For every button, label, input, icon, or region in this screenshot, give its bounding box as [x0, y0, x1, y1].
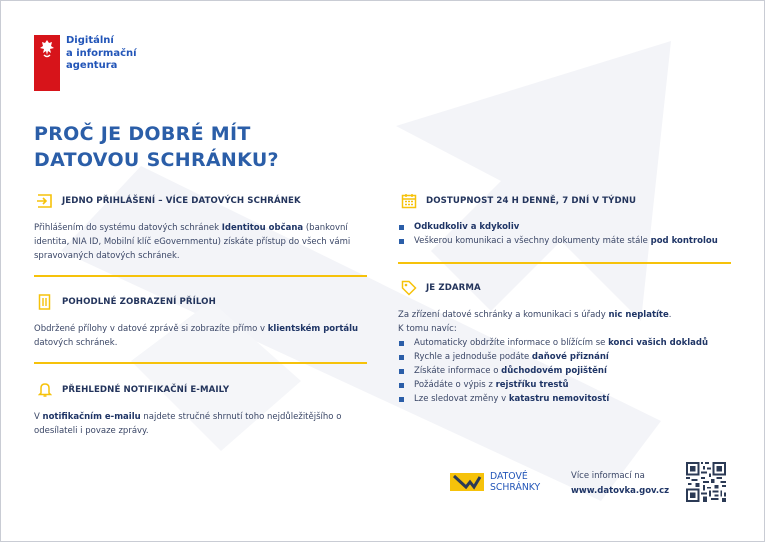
text-bold: Odkudkoliv a kdykoliv: [414, 222, 520, 232]
list-item: [398, 364, 738, 378]
text-bold: daňové přiznání: [531, 352, 609, 362]
availability-list: [398, 220, 738, 248]
section-notification-emails-text: [34, 410, 369, 438]
section-free-title: JE ZDARMA: [426, 283, 481, 293]
price-tag-icon: [398, 280, 420, 296]
section-free: [398, 280, 738, 406]
brand-line-1: DATOVÉ: [490, 471, 528, 482]
text-bold: Identitou občana: [221, 223, 304, 233]
text-part: Za zřízení datové schránky a komunikaci s úřady: [398, 310, 609, 320]
datove-schranky-logo: [450, 471, 540, 493]
dia-logo: [34, 35, 137, 91]
section-availability-title: DOSTUPNOST 24 H DENNĚ, 7 DNÍ V TÝDNU: [426, 196, 637, 206]
divider: [398, 262, 731, 264]
document-attachment-icon: [34, 294, 56, 310]
section-single-login: [34, 193, 369, 263]
logo-line-2: a informační: [66, 47, 137, 59]
section-free-heading: [398, 280, 738, 296]
text-bold: důchodovém pojištění: [501, 366, 607, 376]
section-attachments-text: [34, 322, 369, 350]
bell-icon: [34, 382, 56, 398]
text-part: Automaticky obdržíte informace o blížícím se: [414, 338, 609, 348]
section-single-login-title: JEDNO PŘIHLÁŠENÍ – VÍCE DATOVÝCH SCHRÁNEK: [62, 196, 301, 206]
section-attachments-title: POHODLNÉ ZOBRAZENÍ PŘÍLOH: [62, 297, 216, 307]
text-part: Veškerou komunikaci a všechny dokumenty máte stále: [414, 236, 651, 246]
logo-text: [66, 35, 137, 73]
section-notification-emails: [34, 382, 369, 438]
datove-schranky-text: [490, 471, 540, 493]
logo-line-1: Digitální: [66, 35, 114, 46]
list-item: [398, 392, 738, 406]
text-bold: rejstříku trestů: [495, 380, 569, 390]
login-arrow-icon: [34, 193, 56, 209]
text-part: Lze sledovat změny v: [414, 394, 509, 404]
section-attachments: [34, 294, 369, 350]
text-part: Obdržené přílohy v datové zprávě si zobrazíte přímo v: [34, 324, 268, 334]
more-info-url[interactable]: www.datovka.gov.cz: [571, 486, 670, 496]
text-part: (bankovní identita, NIA ID, Mobilní klíč eGovernmentu) získáte přístup do všech vámi spravovaných datových schránek.: [34, 223, 351, 261]
more-info: [571, 469, 669, 499]
text-bold: klientském portálu: [267, 324, 359, 334]
title-line-1: PROČ JE DOBRÉ MÍT: [34, 123, 251, 145]
list-item: [398, 336, 738, 350]
list-item: [398, 350, 738, 364]
text-part: Získáte informace o: [414, 366, 502, 376]
calendar-icon: [398, 193, 420, 209]
list-item: [398, 220, 738, 234]
text-part: datových schránek.: [34, 338, 118, 348]
section-attachments-heading: [34, 294, 369, 310]
section-availability-heading: [398, 193, 738, 209]
section-free-subheading: K tomu navíc:: [398, 324, 457, 334]
page-title: [34, 121, 279, 173]
section-free-text: [398, 308, 738, 322]
section-availability: [398, 193, 738, 248]
more-info-label: Více informací na: [571, 471, 645, 481]
title-line-2: DATOVOU SCHRÁNKU?: [34, 149, 279, 171]
text-part: Přihlášením do systému datových schránek: [34, 223, 222, 233]
section-single-login-text: [34, 221, 369, 263]
text-bold: pod kontrolou: [650, 236, 718, 246]
text-part: V: [34, 412, 43, 422]
qr-code-icon[interactable]: [686, 462, 726, 502]
list-item: [398, 378, 738, 392]
logo-line-3: agentura: [66, 60, 118, 71]
section-single-login-heading: [34, 193, 369, 209]
datove-schranky-arrow-icon: [450, 471, 484, 493]
text-part: Požádáte o výpis z: [414, 380, 496, 390]
section-notification-emails-title: PŘEHLEDNÉ NOTIFIKAČNÍ E-MAILY: [62, 385, 230, 395]
text-bold: katastru nemovitostí: [508, 394, 610, 404]
free-benefits-list: [398, 336, 738, 406]
section-notification-emails-heading: [34, 382, 369, 398]
text-bold: nic neplatíte: [608, 310, 669, 320]
text-bold: notifikačním e-mailu: [42, 412, 141, 422]
text-part: .: [668, 310, 672, 320]
text-part: najdete stručné shrnutí toho nejdůležitějšího o odesílateli i povaze zprávy.: [34, 412, 342, 436]
text-bold: konci vašich dokladů: [608, 338, 709, 348]
divider: [34, 275, 367, 277]
divider: [34, 362, 367, 364]
text-part: Rychle a jednoduše podáte: [414, 352, 532, 362]
brand-line-2: SCHRÁNKY: [490, 482, 541, 493]
list-item: [398, 234, 738, 248]
czech-lion-emblem-icon: [34, 35, 60, 91]
